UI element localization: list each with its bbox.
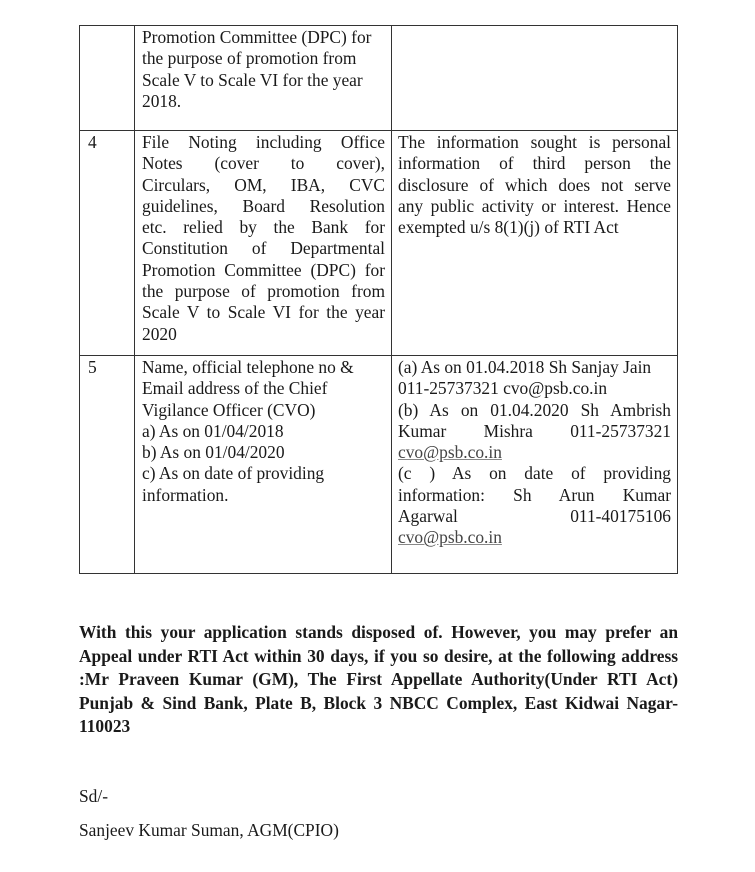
query-line: 2020 <box>142 323 177 344</box>
query-line: Notes (cover to cover), <box>142 153 385 174</box>
query-line: Name, official telephone no & <box>142 357 354 377</box>
response-line: exempted u/s 8(1)(j) of RTI Act <box>398 217 619 238</box>
cvo-email-link[interactable]: cvo@psb.co.in <box>398 442 502 463</box>
response-line: disclosure of which does not serve <box>398 174 671 195</box>
table-row <box>80 356 678 574</box>
response-line: any public activity or interest. Hence <box>398 195 671 216</box>
query-line: Scale V to Scale VI for the year <box>142 69 363 90</box>
query-line: c) As on date of providing <box>142 463 325 484</box>
query-line: Constitution of Departmental <box>142 238 385 259</box>
query-cell <box>135 356 392 574</box>
query-line: the purpose of promotion from <box>142 48 357 69</box>
query-line: Promotion Committee (DPC) for <box>142 259 385 280</box>
serial-number-cell: 4 <box>80 131 135 356</box>
query-line: a) As on 01/04/2018 <box>142 420 284 441</box>
serial-number-cell <box>80 26 135 131</box>
signature-mark: Sd/- <box>79 786 108 806</box>
signatory-name: Sanjeev Kumar Suman, AGM(CPIO) <box>79 820 339 840</box>
table-row <box>80 131 678 356</box>
serial-number-cell: 5 <box>80 356 135 574</box>
response-cell <box>392 131 678 356</box>
query-line: information. <box>142 484 229 505</box>
cvo-current-line: Agarwal 011-40175106 <box>398 506 671 527</box>
query-line: Vigilance Officer (CVO) <box>142 399 316 420</box>
response-cell <box>392 26 678 131</box>
cvo-2020-line: (b) As on 01.04.2020 Sh Ambrish <box>398 399 671 420</box>
cvo-2018-line: (a) As on 01.04.2018 Sh Sanjay Jain <box>398 357 652 377</box>
query-cell <box>135 131 392 356</box>
cvo-email-link[interactable]: cvo@psb.co.in <box>398 527 502 548</box>
disposal-paragraph: With this your application stands disposed of. However, you may prefer an Appeal under RTI Act within 30 days, if you so desire, at the following address :Mr Praveen Kumar (GM), The First Appellate Authority(Under RTI Act) Punjab & Sind Bank, Plate B, Block 3 NBCC Complex, East Kidwai Nagar-110023 <box>79 622 678 737</box>
query-line: 2018. <box>142 90 182 111</box>
query-line: the purpose of promotion from <box>142 281 385 302</box>
cvo-2018-contact: 011-25737321 cvo@psb.co.in <box>398 378 608 399</box>
cvo-current-line: information: Sh Arun Kumar <box>398 484 671 505</box>
rti-response-table <box>79 25 678 574</box>
query-cell <box>135 26 392 131</box>
response-line: information of third person the <box>398 153 671 174</box>
cvo-2020-line: Kumar Mishra 011-25737321 <box>398 420 671 441</box>
query-line: guidelines, Board Resolution <box>142 195 385 216</box>
query-line: Circulars, OM, IBA, CVC <box>142 174 385 195</box>
query-line: Promotion Committee (DPC) for <box>142 27 372 47</box>
cvo-current-line: (c ) As on date of providing <box>398 463 671 484</box>
response-cell <box>392 356 678 574</box>
query-line: File Noting including Office <box>142 132 385 152</box>
query-line: etc. relied by the Bank for <box>142 217 385 238</box>
response-line: The information sought is personal <box>398 132 671 152</box>
table-row <box>80 26 678 131</box>
query-line: Scale V to Scale VI for the year <box>142 302 385 323</box>
query-line: b) As on 01/04/2020 <box>142 442 285 463</box>
query-line: Email address of the Chief <box>142 378 328 399</box>
